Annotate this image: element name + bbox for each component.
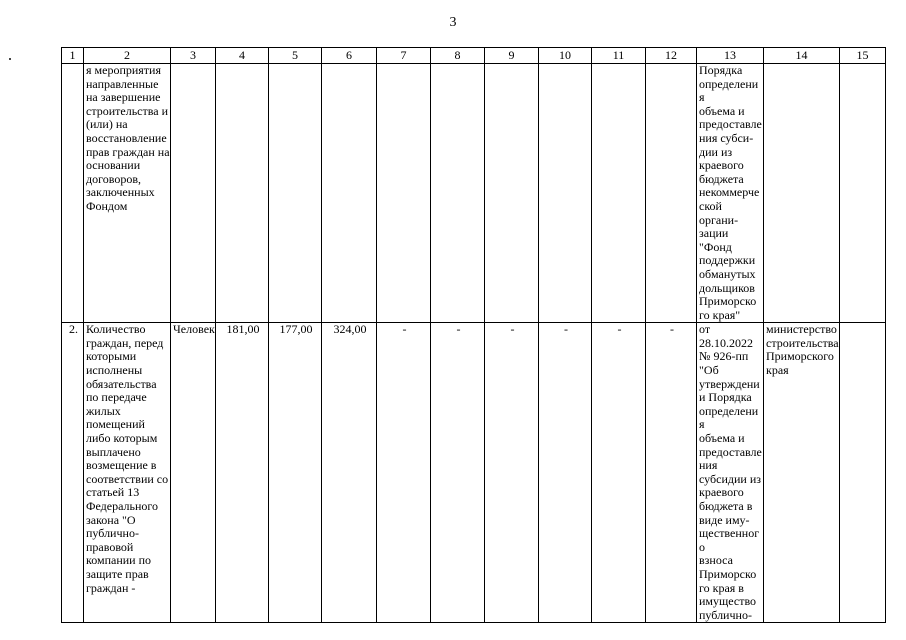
col-header-9: 9 [485, 48, 539, 64]
table-row [62, 323, 886, 623]
col-header-14: 14 [764, 48, 840, 64]
cell-value-8: - [431, 323, 485, 623]
col-header-7: 7 [377, 48, 431, 64]
cell-number: 2. [62, 323, 84, 623]
cell-value-12 [646, 64, 697, 323]
header-row [62, 48, 886, 64]
col-header-11: 11 [592, 48, 646, 64]
cell-value-4 [216, 64, 269, 323]
cell-value-9: - [485, 323, 539, 623]
col-header-4: 4 [216, 48, 269, 64]
cell-document: Порядка определения объема и предоставле ния субси- дии из краевого бюджета некоммерче ской органи- зации "Фонд поддержки обманутых дольщиков Приморско го края" [697, 64, 764, 323]
cell-value-7: - [377, 323, 431, 623]
cell-document: от 28.10.2022 № 926-пп "Об утверждени и Порядка определения объема и предоставле ния субсидии из краевого бюджета в виде иму- щественного взноса Приморско го края в имущество публично- [697, 323, 764, 623]
col-header-5: 5 [269, 48, 322, 64]
cell-indicator: я мероприятия направленные на завершение строительства и (или) на восстановление прав граждан на основании договоров, заключенных Фондом [84, 64, 171, 323]
cell-value-8 [431, 64, 485, 323]
cell-responsible [764, 64, 840, 323]
col-header-13: 13 [697, 48, 764, 64]
cell-value-7 [377, 64, 431, 323]
cell-value-11: - [592, 323, 646, 623]
cell-responsible: министерство строительства Приморского края [764, 323, 840, 623]
cell-value-4: 181,00 [216, 323, 269, 623]
table-row [62, 64, 886, 323]
col-header-8: 8 [431, 48, 485, 64]
col-header-3: 3 [171, 48, 216, 64]
cell-value-10: - [539, 323, 592, 623]
col-header-1: 1 [62, 48, 84, 64]
cell-value-11 [592, 64, 646, 323]
cell-unit: Человек [171, 323, 216, 623]
cell-value-10 [539, 64, 592, 323]
data-table [61, 47, 886, 623]
cell-value-6 [322, 64, 377, 323]
cell-value-5 [269, 64, 322, 323]
col-header-15: 15 [840, 48, 886, 64]
scan-speck [9, 58, 11, 60]
cell-number [62, 64, 84, 323]
cell-indicator: Количество граждан, перед которыми исполнены обязательства по передаче жилых помещений либо которым выплачено возмещение в соответствии со статьей 13 Федерального закона "О публично- правовой компании по защите прав граждан - [84, 323, 171, 623]
col-header-10: 10 [539, 48, 592, 64]
col-header-6: 6 [322, 48, 377, 64]
cell-value-9 [485, 64, 539, 323]
cell-note [840, 64, 886, 323]
cell-note [840, 323, 886, 623]
col-header-12: 12 [646, 48, 697, 64]
cell-value-6: 324,00 [322, 323, 377, 623]
cell-unit [171, 64, 216, 323]
col-header-2: 2 [84, 48, 171, 64]
page-number: 3 [449, 15, 457, 30]
cell-value-12: - [646, 323, 697, 623]
cell-value-5: 177,00 [269, 323, 322, 623]
